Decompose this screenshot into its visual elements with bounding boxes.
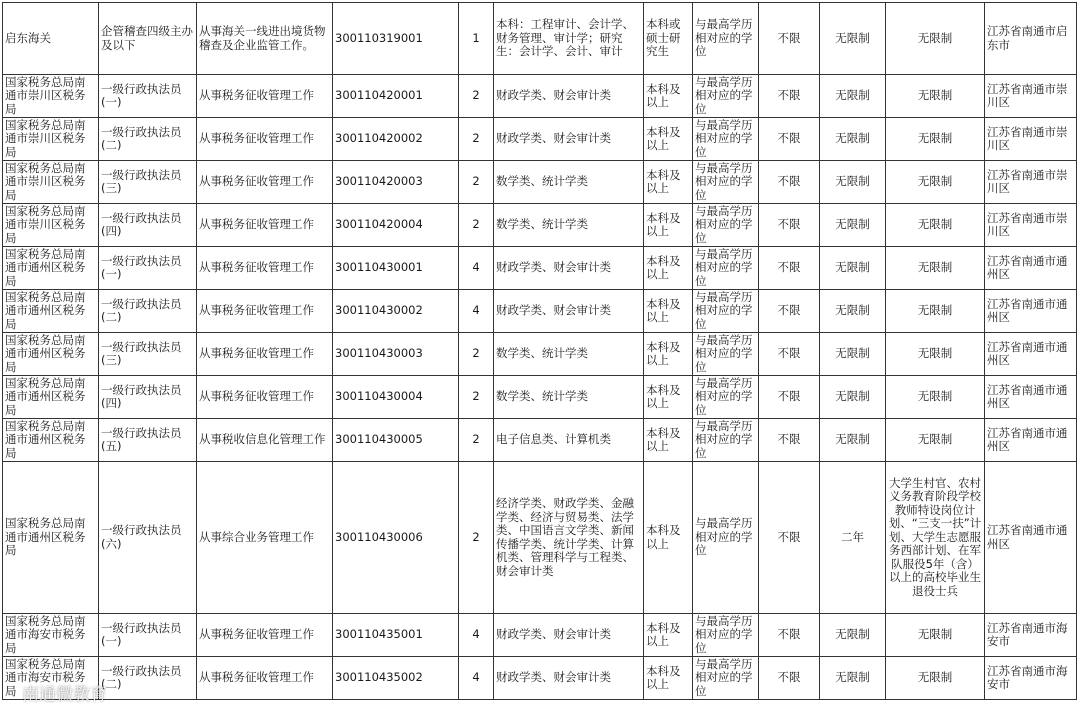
position-name-cell: 一级行政执法员(一)	[99, 75, 197, 118]
major-requirement-cell: 财政学类、财会审计类	[494, 614, 644, 657]
work-location-cell: 江苏省南通市通州区	[985, 376, 1077, 419]
degree-requirement-cell: 与最高学历相对应的学位	[693, 247, 759, 290]
position-code-cell: 300110420003	[333, 161, 459, 204]
table-row	[3, 75, 1077, 118]
education-requirement-cell: 本科及以上	[644, 247, 693, 290]
major-requirement-cell: 本科：工程审计、会计学、财务管理、审计学；研究生：会计学、会计、审计	[494, 3, 644, 75]
job-description-cell: 从事税务征收管理工作	[197, 376, 333, 419]
position-name-cell: 一级行政执法员(一)	[99, 614, 197, 657]
major-requirement-cell: 财政学类、财会审计类	[494, 118, 644, 161]
grassroots-project-cell: 无限制	[886, 614, 985, 657]
grassroots-years-cell: 无限制	[820, 290, 886, 333]
degree-requirement-cell: 与最高学历相对应的学位	[693, 657, 759, 700]
major-requirement-cell: 财政学类、财会审计类	[494, 290, 644, 333]
position-name-cell: 一级行政执法员(一)	[99, 247, 197, 290]
job-description-cell: 从事税务征收管理工作	[197, 161, 333, 204]
grassroots-years-cell: 二年	[820, 462, 886, 614]
grassroots-project-cell: 大学生村官、农村义务教育阶段学校教师特设岗位计划、“三支一扶”计划、大学生志愿服务西部计划、在军队服役5年（含）以上的高校毕业生退役士兵	[886, 462, 985, 614]
employer-name-cell: 国家税务总局南通市通州区税务局	[3, 419, 99, 462]
watermark-text: 南通微教育	[22, 685, 107, 705]
political-status-cell: 不限	[759, 376, 820, 419]
position-code-cell: 300110420001	[333, 75, 459, 118]
education-requirement-cell: 本科及以上	[644, 118, 693, 161]
political-status-cell: 不限	[759, 614, 820, 657]
job-description-cell: 从事税务征收管理工作	[197, 247, 333, 290]
position-code-cell: 300110435002	[333, 657, 459, 700]
education-requirement-cell: 本科及以上	[644, 462, 693, 614]
table-row	[3, 462, 1077, 614]
degree-requirement-cell: 与最高学历相对应的学位	[693, 290, 759, 333]
recruit-count-cell: 1	[459, 3, 494, 75]
employer-name-cell: 国家税务总局南通市通州区税务局	[3, 376, 99, 419]
political-status-cell: 不限	[759, 247, 820, 290]
major-requirement-cell: 财政学类、财会审计类	[494, 657, 644, 700]
political-status-cell: 不限	[759, 161, 820, 204]
job-description-cell: 从事税务征收管理工作	[197, 204, 333, 247]
table-row	[3, 3, 1077, 75]
political-status-cell: 不限	[759, 75, 820, 118]
political-status-cell: 不限	[759, 204, 820, 247]
education-requirement-cell: 本科及以上	[644, 419, 693, 462]
grassroots-years-cell: 无限制	[820, 614, 886, 657]
degree-requirement-cell: 与最高学历相对应的学位	[693, 419, 759, 462]
degree-requirement-cell: 与最高学历相对应的学位	[693, 204, 759, 247]
employer-name-cell: 国家税务总局南通市崇川区税务局	[3, 118, 99, 161]
education-requirement-cell: 本科及以上	[644, 657, 693, 700]
job-description-cell: 从事税务征收管理工作	[197, 333, 333, 376]
political-status-cell: 不限	[759, 118, 820, 161]
political-status-cell: 不限	[759, 3, 820, 75]
table-row	[3, 161, 1077, 204]
table-row	[3, 204, 1077, 247]
position-name-cell: 一级行政执法员(五)	[99, 419, 197, 462]
work-location-cell: 江苏省南通市通州区	[985, 333, 1077, 376]
degree-requirement-cell: 与最高学历相对应的学位	[693, 75, 759, 118]
education-requirement-cell: 本科及以上	[644, 75, 693, 118]
job-description-cell: 从事税务征收管理工作	[197, 614, 333, 657]
employer-name-cell: 启东海关	[3, 3, 99, 75]
grassroots-years-cell: 无限制	[820, 204, 886, 247]
recruit-count-cell: 2	[459, 75, 494, 118]
position-name-cell: 一级行政执法员(二)	[99, 657, 197, 700]
recruit-count-cell: 2	[459, 118, 494, 161]
grassroots-project-cell: 无限制	[886, 75, 985, 118]
degree-requirement-cell: 与最高学历相对应的学位	[693, 333, 759, 376]
political-status-cell: 不限	[759, 462, 820, 614]
position-name-cell: 企管稽查四级主办及以下	[99, 3, 197, 75]
grassroots-years-cell: 无限制	[820, 3, 886, 75]
table-row	[3, 657, 1077, 700]
table-body	[3, 3, 1077, 700]
job-description-cell: 从事海关一线进出境货物稽查及企业监管工作。	[197, 3, 333, 75]
position-code-cell: 300110430004	[333, 376, 459, 419]
grassroots-project-cell: 无限制	[886, 376, 985, 419]
education-requirement-cell: 本科及以上	[644, 161, 693, 204]
grassroots-years-cell: 无限制	[820, 118, 886, 161]
table-row	[3, 376, 1077, 419]
table-row	[3, 118, 1077, 161]
employer-name-cell: 国家税务总局南通市崇川区税务局	[3, 204, 99, 247]
grassroots-project-cell: 无限制	[886, 118, 985, 161]
job-description-cell: 从事综合业务管理工作	[197, 462, 333, 614]
grassroots-project-cell: 无限制	[886, 3, 985, 75]
political-status-cell: 不限	[759, 419, 820, 462]
work-location-cell: 江苏省南通市海安市	[985, 657, 1077, 700]
position-name-cell: 一级行政执法员(四)	[99, 376, 197, 419]
position-code-cell: 300110319001	[333, 3, 459, 75]
employer-name-cell: 国家税务总局南通市通州区税务局	[3, 333, 99, 376]
education-requirement-cell: 本科或硕士研究生	[644, 3, 693, 75]
employer-name-cell: 国家税务总局南通市通州区税务局	[3, 247, 99, 290]
grassroots-years-cell: 无限制	[820, 657, 886, 700]
position-code-cell: 300110420004	[333, 204, 459, 247]
position-code-cell: 300110435001	[333, 614, 459, 657]
grassroots-project-cell: 无限制	[886, 333, 985, 376]
recruit-count-cell: 2	[459, 376, 494, 419]
major-requirement-cell: 数学类、统计学类	[494, 333, 644, 376]
grassroots-project-cell: 无限制	[886, 204, 985, 247]
degree-requirement-cell: 与最高学历相对应的学位	[693, 614, 759, 657]
job-description-cell: 从事税务征收管理工作	[197, 657, 333, 700]
position-name-cell: 一级行政执法员(四)	[99, 204, 197, 247]
position-name-cell: 一级行政执法员(二)	[99, 290, 197, 333]
job-position-table	[2, 2, 1077, 700]
grassroots-project-cell: 无限制	[886, 290, 985, 333]
political-status-cell: 不限	[759, 333, 820, 376]
education-requirement-cell: 本科及以上	[644, 333, 693, 376]
grassroots-project-cell: 无限制	[886, 247, 985, 290]
position-code-cell: 300110430003	[333, 333, 459, 376]
recruit-count-cell: 2	[459, 204, 494, 247]
position-code-cell: 300110420002	[333, 118, 459, 161]
grassroots-project-cell: 无限制	[886, 419, 985, 462]
grassroots-years-cell: 无限制	[820, 333, 886, 376]
major-requirement-cell: 数学类、统计学类	[494, 161, 644, 204]
employer-name-cell: 国家税务总局南通市崇川区税务局	[3, 161, 99, 204]
employer-name-cell: 国家税务总局南通市通州区税务局	[3, 462, 99, 614]
political-status-cell: 不限	[759, 290, 820, 333]
education-requirement-cell: 本科及以上	[644, 614, 693, 657]
table-row	[3, 614, 1077, 657]
degree-requirement-cell: 与最高学历相对应的学位	[693, 3, 759, 75]
table-row	[3, 290, 1077, 333]
employer-name-cell: 国家税务总局南通市海安市税务局	[3, 614, 99, 657]
major-requirement-cell: 数学类、统计学类	[494, 376, 644, 419]
work-location-cell: 江苏省南通市崇川区	[985, 118, 1077, 161]
degree-requirement-cell: 与最高学历相对应的学位	[693, 161, 759, 204]
major-requirement-cell: 数学类、统计学类	[494, 204, 644, 247]
work-location-cell: 江苏省南通市通州区	[985, 462, 1077, 614]
education-requirement-cell: 本科及以上	[644, 376, 693, 419]
job-description-cell: 从事税务征收管理工作	[197, 290, 333, 333]
work-location-cell: 江苏省南通市通州区	[985, 247, 1077, 290]
position-code-cell: 300110430005	[333, 419, 459, 462]
recruit-count-cell: 2	[459, 419, 494, 462]
grassroots-years-cell: 无限制	[820, 247, 886, 290]
degree-requirement-cell: 与最高学历相对应的学位	[693, 462, 759, 614]
grassroots-years-cell: 无限制	[820, 419, 886, 462]
job-description-cell: 从事税收信息化管理工作	[197, 419, 333, 462]
degree-requirement-cell: 与最高学历相对应的学位	[693, 376, 759, 419]
recruit-count-cell: 2	[459, 462, 494, 614]
position-name-cell: 一级行政执法员(六)	[99, 462, 197, 614]
position-code-cell: 300110430002	[333, 290, 459, 333]
major-requirement-cell: 财政学类、财会审计类	[494, 75, 644, 118]
grassroots-years-cell: 无限制	[820, 75, 886, 118]
employer-name-cell: 国家税务总局南通市海安市税务局	[3, 657, 99, 700]
position-code-cell: 300110430001	[333, 247, 459, 290]
job-description-cell: 从事税务征收管理工作	[197, 75, 333, 118]
recruit-count-cell: 4	[459, 614, 494, 657]
work-location-cell: 江苏省南通市启东市	[985, 3, 1077, 75]
table-row	[3, 247, 1077, 290]
recruit-count-cell: 2	[459, 161, 494, 204]
recruit-count-cell: 2	[459, 333, 494, 376]
position-name-cell: 一级行政执法员(三)	[99, 333, 197, 376]
position-name-cell: 一级行政执法员(二)	[99, 118, 197, 161]
position-code-cell: 300110430006	[333, 462, 459, 614]
grassroots-project-cell: 无限制	[886, 161, 985, 204]
employer-name-cell: 国家税务总局南通市崇川区税务局	[3, 75, 99, 118]
degree-requirement-cell: 与最高学历相对应的学位	[693, 118, 759, 161]
position-name-cell: 一级行政执法员(三)	[99, 161, 197, 204]
table-row	[3, 333, 1077, 376]
work-location-cell: 江苏省南通市通州区	[985, 290, 1077, 333]
work-location-cell: 江苏省南通市崇川区	[985, 161, 1077, 204]
grassroots-years-cell: 无限制	[820, 376, 886, 419]
work-location-cell: 江苏省南通市通州区	[985, 419, 1077, 462]
major-requirement-cell: 财政学类、财会审计类	[494, 247, 644, 290]
work-location-cell: 江苏省南通市崇川区	[985, 204, 1077, 247]
job-description-cell: 从事税务征收管理工作	[197, 118, 333, 161]
table-row	[3, 419, 1077, 462]
political-status-cell: 不限	[759, 657, 820, 700]
grassroots-project-cell: 无限制	[886, 657, 985, 700]
grassroots-years-cell: 无限制	[820, 161, 886, 204]
major-requirement-cell: 电子信息类、计算机类	[494, 419, 644, 462]
recruit-count-cell: 4	[459, 247, 494, 290]
recruit-count-cell: 4	[459, 290, 494, 333]
work-location-cell: 江苏省南通市崇川区	[985, 75, 1077, 118]
education-requirement-cell: 本科及以上	[644, 204, 693, 247]
employer-name-cell: 国家税务总局南通市通州区税务局	[3, 290, 99, 333]
education-requirement-cell: 本科及以上	[644, 290, 693, 333]
work-location-cell: 江苏省南通市海安市	[985, 614, 1077, 657]
major-requirement-cell: 经济学类、财政学类、金融学类、经济与贸易类、法学类、中国语言文学类、新闻传播学类、统计学类、计算机类、管理科学与工程类、财会审计类	[494, 462, 644, 614]
recruit-count-cell: 4	[459, 657, 494, 700]
